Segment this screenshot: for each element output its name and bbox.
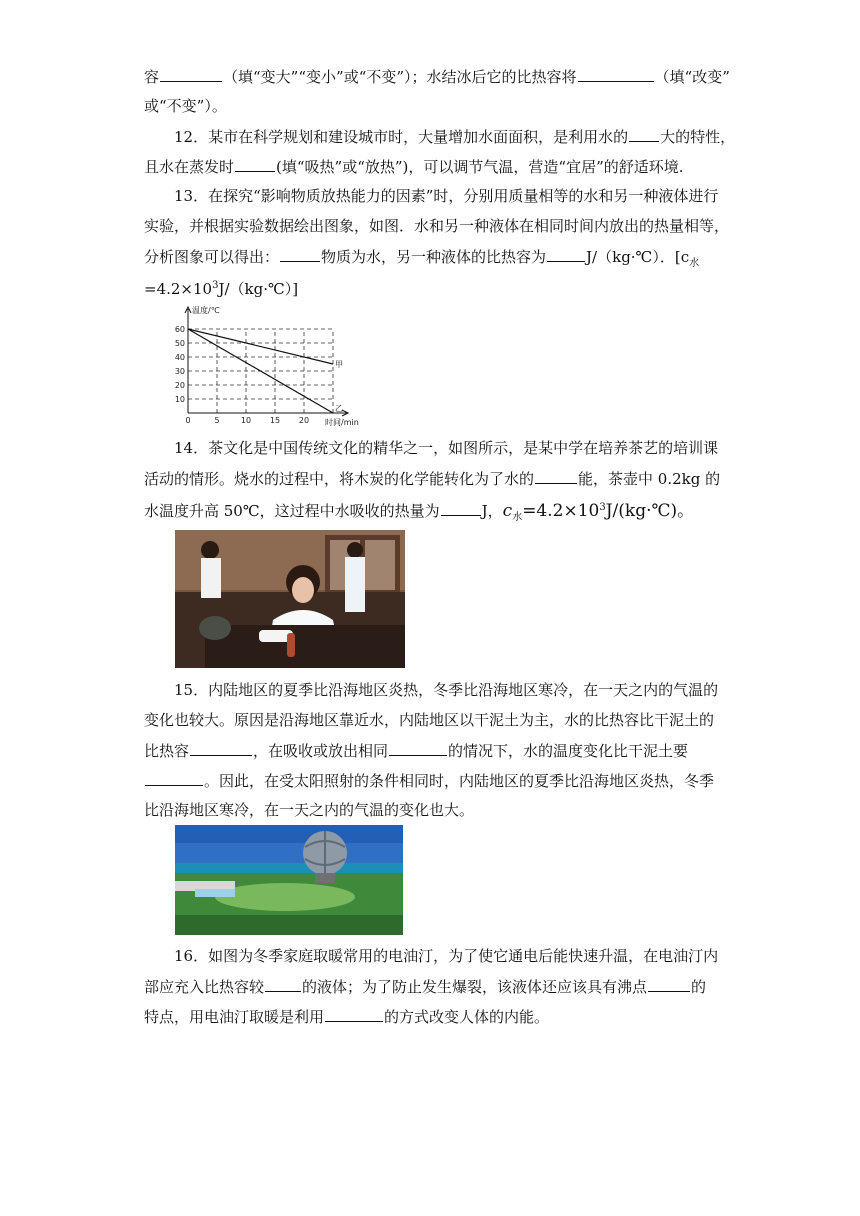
blank-q11-1 — [160, 66, 222, 82]
q14-text-3d: =4.2×10 — [522, 501, 600, 521]
blank-q13-2 — [547, 246, 585, 262]
q16-text-2a: 部应充入比热容较 — [144, 978, 265, 996]
y-tick-label: 60 — [174, 325, 185, 334]
y-tick-label: 40 — [174, 353, 185, 362]
q15-text-3a: 比热容 — [144, 742, 190, 760]
q14-text-3b: J， — [481, 502, 503, 520]
q11-line-2 — [144, 96, 227, 116]
y-tick-label: 50 — [174, 339, 185, 348]
temperature-time-chart — [168, 303, 363, 428]
blank-q16-1 — [265, 976, 301, 992]
chart-labels — [175, 305, 359, 427]
q16-line-2 — [144, 976, 706, 997]
q11-text-b: （填“变大”“变小”或“不变”）；水结冰后它的比热容将 — [223, 68, 577, 86]
blank-q15-3 — [145, 770, 203, 786]
q15-line-2 — [144, 710, 714, 730]
y-tick-label: 10 — [174, 395, 185, 404]
q13-text-3b: 物质为水，另一种液体的比热容为 — [321, 248, 547, 266]
q14-text-3e: J/(kg·℃)。 — [605, 501, 695, 521]
coastal-scene-drawing — [175, 825, 403, 935]
q16-line-3 — [144, 1006, 549, 1027]
blank-q16-2 — [648, 976, 690, 992]
y-tick-label: 30 — [174, 367, 185, 376]
q13-line-1 — [174, 186, 718, 206]
q14-line-3 — [144, 498, 694, 528]
q14-text-2b: 能，茶壶中 0.2kg 的 — [578, 470, 721, 488]
q13-text-4a: =4.2×10 — [144, 280, 213, 298]
q13-line-2 — [144, 216, 729, 236]
q12-line-1 — [174, 126, 735, 147]
q13-text-1: 13．在探究“影响物质放热能力的因素”时，分别用质量相等的水和另一种液体进行 — [174, 187, 719, 205]
q12-text-d: (填“吸热”或“放热”)，可以调节气温，营造“宜居”的舒适环境. — [276, 158, 684, 176]
y-tick-label: 20 — [174, 381, 185, 390]
blank-q16-3 — [325, 1006, 383, 1022]
q14-sub-water: 水 — [512, 512, 523, 523]
q16-text-3a: 特点，用电油汀取暖是利用 — [144, 1008, 325, 1026]
blank-q12-2 — [235, 156, 275, 172]
blank-q13-1 — [280, 246, 320, 262]
q11-line-1 — [144, 66, 730, 87]
q14-text-1: 14．茶文化是中国传统文化的精华之一，如图所示，是某中学在培养茶艺的培训课 — [174, 439, 719, 457]
blank-q12-1 — [629, 126, 659, 142]
q14-sup: 3 — [599, 502, 606, 513]
blank-q14-1 — [535, 468, 577, 484]
q11-text-a: 容 — [144, 68, 160, 86]
q16-line-1 — [174, 946, 718, 966]
x-tick-label: 20 — [298, 416, 310, 425]
q12-text-b: 大的特性， — [660, 128, 736, 146]
q16-text-2c: 的 — [691, 978, 707, 996]
series-label: 乙 — [335, 404, 343, 413]
y-axis-label: 温度/℃ — [192, 306, 220, 315]
q13-text-4b: J/（kg·℃）] — [218, 280, 299, 298]
q14-text-3a: 水温度升高 50℃，这过程中水吸收的热量为 — [144, 502, 440, 520]
x-tick-label: 10 — [240, 416, 252, 425]
q16-text-2b: 的液体；为了防止发生爆裂，该液体还应该具有沸点 — [302, 978, 648, 996]
x-tick-label: 5 — [214, 416, 220, 425]
q12-text-a: 12．某市在科学规划和建设城市时，大量增加水面面积，是利用水的 — [174, 128, 629, 146]
x-axis-label: 时间/min — [325, 418, 359, 427]
q13-sub-water: 水 — [689, 258, 700, 269]
q14-c-symbol: c — [502, 501, 513, 521]
tea-ceremony-photo — [175, 530, 405, 668]
q13-line-4 — [144, 276, 298, 299]
q11-text-d: 或“不变”）。 — [144, 97, 227, 115]
coastal-park-photo — [175, 825, 403, 935]
q12-line-2 — [144, 156, 684, 177]
blank-q11-2 — [578, 66, 654, 82]
q13-text-2: 实验，并根据实验数据绘出图象，如图．水和另一种液体在相同时间内放出的热量相等， — [144, 217, 730, 235]
q15-line-1 — [174, 680, 718, 700]
q14-line-2 — [144, 468, 720, 489]
q13-text-3a: 分析图象可以得出： — [144, 248, 280, 266]
blank-q14-2 — [441, 500, 481, 516]
q14-text-2a: 活动的情形。烧水的过程中，将木炭的化学能转化为了水的 — [144, 470, 535, 488]
tea-scene-drawing — [175, 530, 405, 668]
series-label: 甲 — [335, 360, 343, 369]
q16-text-1: 16．如图为冬季家庭取暖常用的电油汀，为了使它通电后能快速升温，在电油汀内 — [174, 947, 719, 965]
q15-text-3b: ，在吸收或放出相同 — [253, 742, 389, 760]
blank-q15-1 — [190, 740, 252, 756]
q15-line-3 — [144, 740, 688, 761]
q16-text-3b: 的方式改变人体的内能。 — [384, 1008, 550, 1026]
x-tick-label: 15 — [269, 416, 281, 425]
q15-line-4 — [144, 770, 714, 791]
blank-q15-2 — [389, 740, 447, 756]
q15-text-4: 。因此，在受太阳照射的条件相同时，内陆地区的夏季比沿海地区炎热，冬季 — [204, 772, 715, 790]
q13-text-3c: J/（kg·℃）．[c — [586, 248, 690, 266]
q11-text-c: （填“改变” — [654, 68, 730, 86]
series-line-jia — [188, 329, 333, 364]
q15-text-5: 比沿海地区寒冷，在一天之内的气温的变化也大。 — [144, 801, 475, 819]
q15-text-2: 变化也较大。原因是沿海地区靠近水，内陆地区以干泥土为主，水的比热容比干泥土的 — [144, 711, 715, 729]
q15-text-1: 15．内陆地区的夏季比沿海地区炎热，冬季比沿海地区寒冷，在一天之内的气温的 — [174, 681, 719, 699]
q15-text-3c: 的情况下，水的温度变化比干泥土要 — [448, 742, 689, 760]
q15-line-5 — [144, 800, 474, 820]
q13-sup: 3 — [212, 280, 219, 291]
x-tick-label: 0 — [185, 416, 191, 425]
q13-line-3 — [144, 246, 699, 274]
q12-text-c: 且水在蒸发时 — [144, 158, 235, 176]
q14-line-1 — [174, 438, 718, 458]
